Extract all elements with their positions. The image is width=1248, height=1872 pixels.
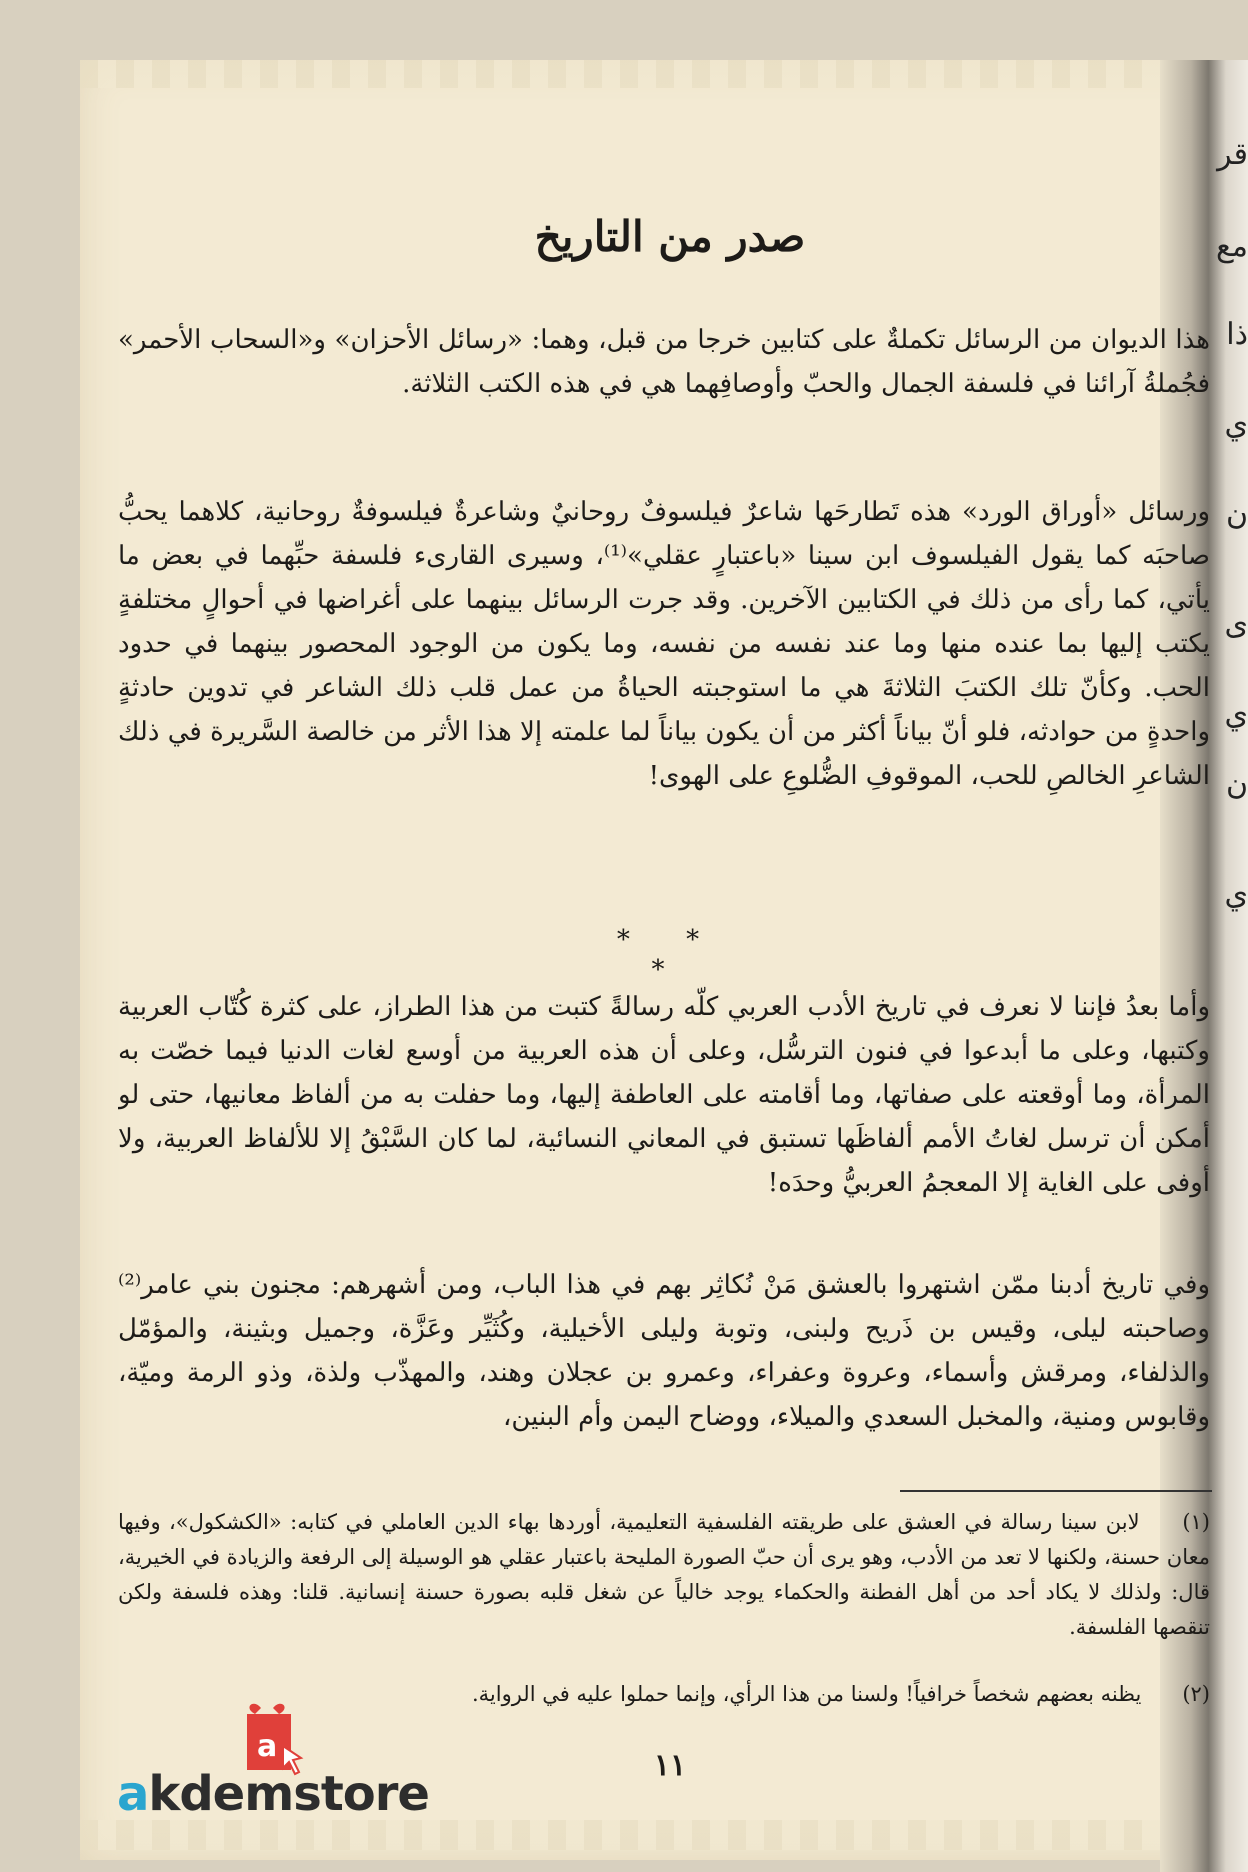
edge-letter: ي: [1224, 407, 1248, 442]
paragraph-text: وأما بعدُ فإننا لا نعرف في تاريخ الأدب العربي كلّه رسالةً كتبت من هذا الطراز، على كثرة كُتّاب العربية وكتبها، وعلى ما أبدعوا في فنون الترسُّل، وعلى أن هذه العربية من أوسع لغات الدنيا فيما خصّت به المرأة، وما أوقعته على صفاتها، وما أقامته على العاطفة إليها، وما حفلت به من ألفاظ معانيها، حتى لو أمكن أن ترسل لغاتُ الأمم ألفاظَها تستبق في المعاني النسائية، لما كان السَّبْقُ إلا للألفاظ العربية، ولا أوفى على الغاية إلا المعجمُ العربيُّ وحدَه!: [118, 992, 1210, 1198]
footnote-number: (١): [1182, 1510, 1210, 1534]
edge-letter: ن: [1225, 767, 1248, 802]
footnote-number: (٢): [1182, 1682, 1210, 1706]
section-separator: * * *: [616, 925, 724, 985]
edge-letter: مع: [1215, 229, 1248, 264]
paragraph-3: [118, 985, 1210, 1245]
footnote-1: [118, 1505, 1210, 1655]
paragraph-4: [118, 1263, 1210, 1463]
edge-letter: ي: [1224, 877, 1248, 912]
page-number: ١١: [653, 1748, 687, 1783]
footnote-divider: [900, 1490, 1212, 1492]
paragraph-1: [118, 318, 1210, 466]
paragraph-2: [118, 490, 1210, 900]
logo-accent-letter: a: [117, 1766, 149, 1822]
paragraph-text: وفي تاريخ أدبنا ممّن اشتهروا بالعشق مَنْ نُكاثِر بهم في هذا الباب، ومن أشهرهم: مجنون بني عامر⁽²⁾ وصاحبته ليلى، وقيس بن ذَريح ولبنى، وتوبة وليلى الأخيلية، وكُثَيِّر وعَزَّة، وجميل وبثينة، والمؤمّل والذلفاء، ومرقش وأسماء، وعروة وعفراء، وعمرو بن عجلان وهند، والمهذّب ولذة، وذو الرمة وميّة، وقابوس ومنية، والمخبل السعدي والميلاء، ووضاح اليمن وأم البنين،: [118, 1270, 1210, 1432]
edge-letter: قر: [1217, 137, 1248, 172]
logo-word: kdemstore: [148, 1766, 429, 1822]
page-top-ornament: [80, 60, 1210, 88]
footnote-text: يظنه بعضهم شخصاً خرافياً! ولسنا من هذا الرأي، وإنما حملوا عليه في الرواية.: [471, 1682, 1142, 1706]
store-watermark-logo: [115, 1698, 435, 1838]
badge-letter: a: [257, 1729, 278, 1764]
paragraph-text: هذا الديوان من الرسائل تكملةٌ على كتابين خرجا من قبل، وهما: «رسائل الأحزان» و«السحاب الأحمر» فجُملةُ آرائنا في فلسفة الجمال والحبّ وأوصافِهما هي في هذه الكتب الثلاثة.: [118, 325, 1210, 399]
edge-letter: ذا: [1226, 317, 1248, 352]
edge-letter: ى: [1224, 607, 1248, 642]
facing-page-edge: [1215, 137, 1248, 1040]
logo-wordmark: [117, 1766, 429, 1822]
footnote-text: لابن سينا رسالة في العشق على طريقته الفلسفية التعليمية، أوردها بهاء الدين العاملي في كتابه: «الكشكول»، وفيها معان حسنة، ولكنها لا تعد من الأدب، وهو يرى أن حبّ الصورة المليحة باعتبار عقلي هو الوسيلة إلى الرفعة والزيادة في الخيرية، قال: ولذلك لا يكاد أحد من أهل الفطنة والحكماء يوجد خالياً عن شغل قلبه بصورة حسنة إنسانية. قلنا: وهذه فلسفة ولكن تنقصها الفلسفة.: [118, 1510, 1210, 1639]
edge-letter: ي: [1224, 697, 1248, 732]
edge-letter: ن: [1225, 497, 1248, 532]
page-title: صدر من التاريخ: [534, 212, 806, 261]
paragraph-text: ورسائل «أوراق الورد» هذه تَطارحَها شاعرٌ فيلسوفٌ روحانيٌ وشاعرةٌ فيلسوفةٌ روحانية، كلاهما يحبُّ صاحبَه كما يقول الفيلسوف ابن سينا «باعتبارٍ عقلي»⁽¹⁾، وسيرى القارىء فلسفة حبِّهما في بعض ما يأتي، كما رأى من ذلك في الكتابين الآخرين. وقد جرت الرسائل بينهما على أغراضها في أحوالٍ مختلفةٍ يكتب إليها بما عنده منها وما عند نفسه من نفسه، وما يكون من الوجود المحصور بينهما في حدود الحب. وكأنّ تلك الكتبَ الثلاثةَ هي ما استوجبته الحياةُ من عمل قلب ذلك الشاعر في تدوين حادثةٍ واحدةٍ من حوادثه، فلو أنّ بياناً أكثر من أن يكون بياناً لما علمته إلا هذا الأثر من خالصة السَّريرة في ذلك الشاعرِ الخالصِ للحب، الموقوفِ الضُّلوعِ على الهوى!: [118, 497, 1210, 791]
